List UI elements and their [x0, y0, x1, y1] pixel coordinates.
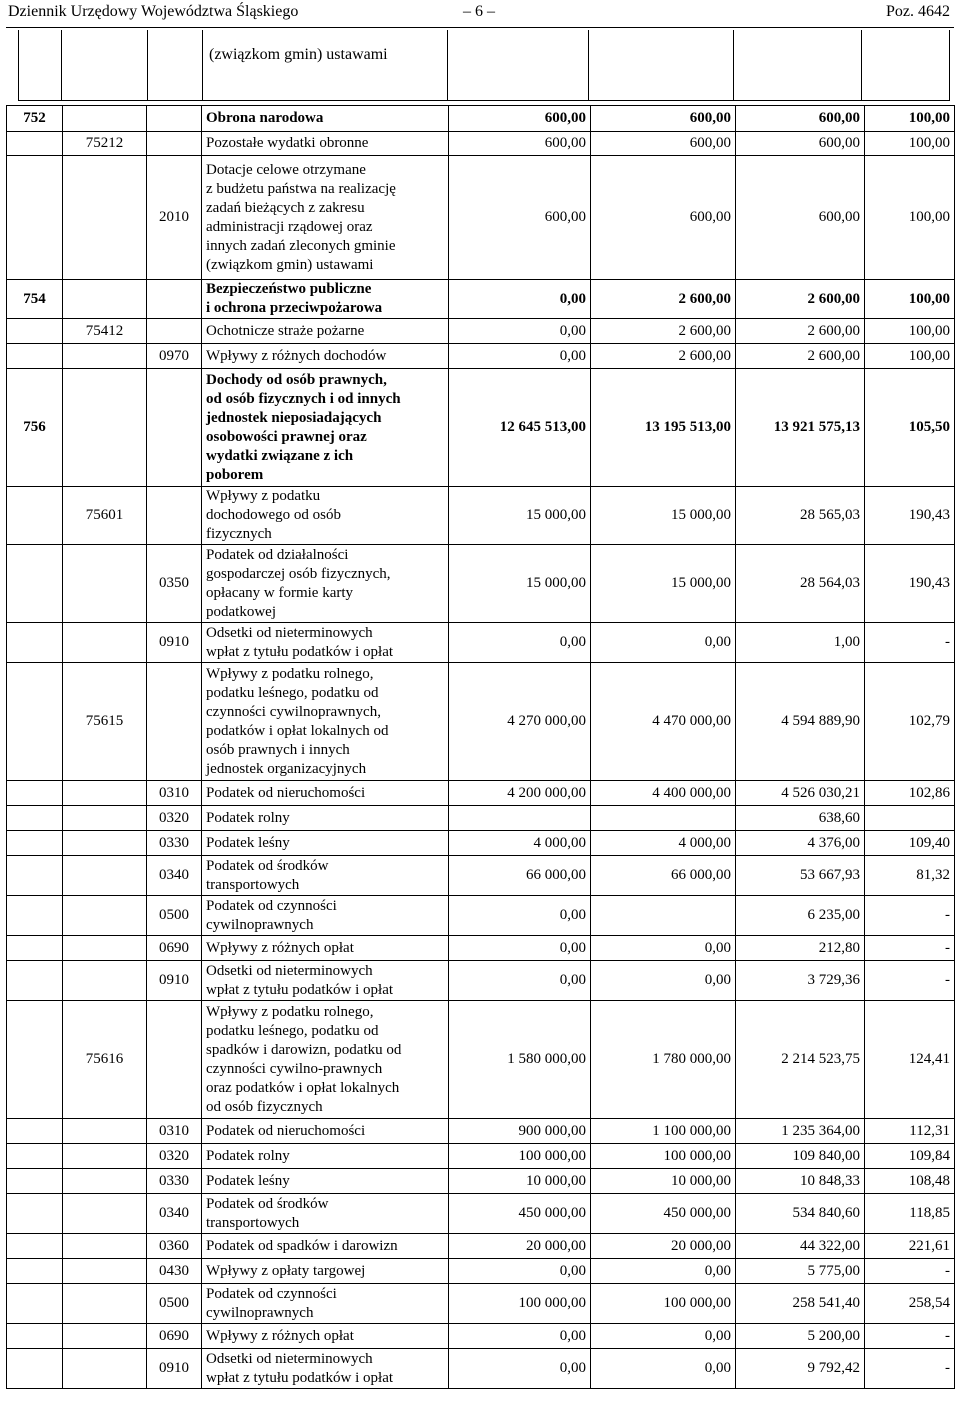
wykonanie-cell: 109 840,00: [736, 1144, 865, 1169]
paragraf-cell: 0500: [147, 1284, 202, 1324]
dzial-cell: [7, 1001, 63, 1119]
opis-cell: Podatek od nieruchomości: [202, 1119, 449, 1144]
paragraf-cell: [147, 1001, 202, 1119]
wykonanie-cell: 53 667,93: [736, 856, 865, 896]
continuation-row: [18, 30, 950, 101]
rozdzial-cell: [63, 1194, 147, 1234]
po-zmianach-cell: 4 470 000,00: [591, 663, 736, 781]
rozdzial-cell: 75212: [63, 132, 147, 156]
opis-cell: Odsetki od nieterminowych wpłat z tytułu podatków i opłat: [202, 623, 449, 663]
opis-cell: Podatek od środków transportowych: [202, 1194, 449, 1234]
wykonanie-cell: 5 775,00: [736, 1259, 865, 1284]
plan-cell: 4 200 000,00: [449, 781, 591, 806]
table-row: [7, 663, 955, 781]
dzial-cell: [7, 1144, 63, 1169]
procent-cell: 100,00: [865, 106, 955, 132]
rozdzial-cell: [63, 1119, 147, 1144]
dzial-cell: [7, 1119, 63, 1144]
wykonanie-cell: 600,00: [736, 106, 865, 132]
procent-cell: 81,32: [865, 856, 955, 896]
paragraf-cell: 0320: [147, 1144, 202, 1169]
opis-cell: Podatek od działalności gospodarczej osób fizycznych, opłacany w formie karty podatkowej: [202, 545, 449, 623]
rozdzial-cell: [63, 856, 147, 896]
dzial-cell: [7, 132, 63, 156]
table-row: [7, 545, 955, 623]
po-zmianach-cell: [591, 806, 736, 831]
rozdzial-cell: [63, 156, 147, 280]
procent-cell: 102,79: [865, 663, 955, 781]
rozdzial-cell: [63, 280, 147, 319]
plan-cell: 0,00: [449, 961, 591, 1001]
plan-cell: 0,00: [449, 896, 591, 936]
table-row: [7, 487, 955, 545]
po-zmianach-cell: 2 600,00: [591, 280, 736, 319]
rozdzial-cell: [63, 369, 147, 487]
paragraf-cell: 0310: [147, 781, 202, 806]
procent-cell: 100,00: [865, 132, 955, 156]
po-zmianach-cell: 10 000,00: [591, 1169, 736, 1194]
paragraf-cell: 0330: [147, 1169, 202, 1194]
po-zmianach-cell: 600,00: [591, 132, 736, 156]
paragraf-cell: [147, 319, 202, 344]
paragraf-cell: [147, 132, 202, 156]
paragraf-cell: [147, 663, 202, 781]
po-zmianach-cell: 15 000,00: [591, 487, 736, 545]
plan-cell: 600,00: [449, 106, 591, 132]
po-zmianach-cell: 4 400 000,00: [591, 781, 736, 806]
dzial-cell: [7, 487, 63, 545]
wykonanie-cell: 600,00: [736, 156, 865, 280]
po-zmianach-cell: 600,00: [591, 106, 736, 132]
wykonanie-cell: 2 600,00: [736, 280, 865, 319]
paragraf-cell: 2010: [147, 156, 202, 280]
procent-cell: 102,86: [865, 781, 955, 806]
dzial-cell: [7, 1259, 63, 1284]
opis-cell: Podatek od środków transportowych: [202, 856, 449, 896]
page-header: [0, 0, 960, 30]
rozdzial-cell: [63, 106, 147, 132]
opis-cell: Podatek od czynności cywilnoprawnych: [202, 1284, 449, 1324]
procent-cell: -: [865, 1349, 955, 1389]
paragraf-cell: 0970: [147, 344, 202, 369]
paragraf-cell: 0690: [147, 1324, 202, 1349]
dzial-cell: [7, 896, 63, 936]
paragraf-cell: 0340: [147, 1194, 202, 1234]
table-row: [7, 856, 955, 896]
table-row: [7, 831, 955, 856]
opis-cell: Podatek leśny: [202, 831, 449, 856]
po-zmianach-cell: 15 000,00: [591, 545, 736, 623]
budget-table: [6, 105, 955, 1389]
dzial-cell: 756: [7, 369, 63, 487]
wykonanie-cell: 10 848,33: [736, 1169, 865, 1194]
rozdzial-cell: [63, 623, 147, 663]
procent-cell: 190,43: [865, 487, 955, 545]
page-number: – 6 –: [463, 3, 495, 20]
procent-cell: 190,43: [865, 545, 955, 623]
rozdzial-cell: 75616: [63, 1001, 147, 1119]
wykonanie-cell: 1,00: [736, 623, 865, 663]
opis-cell: Wpływy z różnych dochodów: [202, 344, 449, 369]
po-zmianach-cell: 600,00: [591, 156, 736, 280]
paragraf-cell: 0350: [147, 545, 202, 623]
rozdzial-cell: [63, 545, 147, 623]
rozdzial-cell: 75412: [63, 319, 147, 344]
procent-cell: -: [865, 1324, 955, 1349]
wykonanie-cell: 28 564,03: [736, 545, 865, 623]
table-row: [7, 344, 955, 369]
wykonanie-cell: 638,60: [736, 806, 865, 831]
paragraf-cell: 0340: [147, 856, 202, 896]
dzial-cell: [7, 806, 63, 831]
procent-cell: 112,31: [865, 1119, 955, 1144]
dzial-cell: [7, 1169, 63, 1194]
procent-cell: 109,84: [865, 1144, 955, 1169]
rozdzial-cell: [63, 781, 147, 806]
wykonanie-cell: 28 565,03: [736, 487, 865, 545]
procent-cell: 100,00: [865, 156, 955, 280]
opis-cell: Wpływy z podatku rolnego, podatku leśnego, podatku od spadków i darowizn, podatku od czynności cywilno-prawnych oraz podatków i opłat lokalnych od osób fizycznych: [202, 1001, 449, 1119]
procent-cell: 100,00: [865, 280, 955, 319]
wykonanie-cell: 600,00: [736, 132, 865, 156]
dzial-cell: [7, 1194, 63, 1234]
paragraf-cell: 0330: [147, 831, 202, 856]
opis-cell: Wpływy z podatku dochodowego od osób fizycznych: [202, 487, 449, 545]
procent-cell: -: [865, 896, 955, 936]
plan-cell: 100 000,00: [449, 1144, 591, 1169]
table-row: [7, 280, 955, 319]
wykonanie-cell: 9 792,42: [736, 1349, 865, 1389]
plan-cell: 600,00: [449, 156, 591, 280]
opis-cell: Pozostałe wydatki obronne: [202, 132, 449, 156]
table-row: [7, 1169, 955, 1194]
procent-cell: 124,41: [865, 1001, 955, 1119]
procent-cell: 221,61: [865, 1234, 955, 1259]
rozdzial-cell: 75615: [63, 663, 147, 781]
journal-title: Dziennik Urzędowy Województwa Śląskiego: [8, 3, 299, 20]
plan-cell: 0,00: [449, 936, 591, 961]
paragraf-cell: 0910: [147, 961, 202, 1001]
opis-cell: Bezpieczeństwo publiczne i ochrona przeciwpożarowa: [202, 280, 449, 319]
header-rule: [6, 27, 954, 28]
procent-cell: -: [865, 623, 955, 663]
wykonanie-cell: 6 235,00: [736, 896, 865, 936]
opis-cell: Wpływy z opłaty targowej: [202, 1259, 449, 1284]
po-zmianach-cell: 0,00: [591, 623, 736, 663]
wykonanie-cell: 13 921 575,13: [736, 369, 865, 487]
rozdzial-cell: [63, 1259, 147, 1284]
plan-cell: [449, 806, 591, 831]
opis-cell: Podatek od nieruchomości: [202, 781, 449, 806]
wykonanie-cell: 2 600,00: [736, 319, 865, 344]
paragraf-cell: [147, 280, 202, 319]
plan-cell: 0,00: [449, 280, 591, 319]
opis-cell: Podatek od czynności cywilnoprawnych: [202, 896, 449, 936]
paragraf-cell: 0500: [147, 896, 202, 936]
po-zmianach-cell: 66 000,00: [591, 856, 736, 896]
po-zmianach-cell: 0,00: [591, 1259, 736, 1284]
opis-cell: Dotacje celowe otrzymane z budżetu państwa na realizację zadań bieżących z zakresu administracji rządowej oraz innych zadań zleconych gminie (związkom gmin) ustawami: [202, 156, 449, 280]
po-zmianach-cell: 0,00: [591, 1349, 736, 1389]
plan-cell: 15 000,00: [449, 545, 591, 623]
plan-cell: 600,00: [449, 132, 591, 156]
dzial-cell: [7, 1284, 63, 1324]
table-row: [7, 896, 955, 936]
table-row: [7, 156, 955, 280]
opis-cell: Podatek leśny: [202, 1169, 449, 1194]
procent-cell: 109,40: [865, 831, 955, 856]
po-zmianach-cell: 1 780 000,00: [591, 1001, 736, 1119]
wykonanie-cell: 5 200,00: [736, 1324, 865, 1349]
table-row: [7, 1144, 955, 1169]
table-row: [7, 106, 955, 132]
dzial-cell: [7, 344, 63, 369]
plan-cell: 66 000,00: [449, 856, 591, 896]
wykonanie-cell: 4 376,00: [736, 831, 865, 856]
dzial-cell: [7, 623, 63, 663]
po-zmianach-cell: 450 000,00: [591, 1194, 736, 1234]
wykonanie-cell: 212,80: [736, 936, 865, 961]
procent-cell: 118,85: [865, 1194, 955, 1234]
dzial-cell: 754: [7, 280, 63, 319]
wykonanie-cell: 2 600,00: [736, 344, 865, 369]
paragraf-cell: [147, 487, 202, 545]
rozdzial-cell: [63, 1144, 147, 1169]
wykonanie-cell: 44 322,00: [736, 1234, 865, 1259]
table-row: [7, 132, 955, 156]
plan-cell: 4 000,00: [449, 831, 591, 856]
po-zmianach-cell: 100 000,00: [591, 1284, 736, 1324]
plan-cell: 15 000,00: [449, 487, 591, 545]
plan-cell: 4 270 000,00: [449, 663, 591, 781]
wykonanie-cell: 534 840,60: [736, 1194, 865, 1234]
opis-cell: Odsetki od nieterminowych wpłat z tytułu podatków i opłat: [202, 961, 449, 1001]
paragraf-cell: 0910: [147, 1349, 202, 1389]
plan-cell: 0,00: [449, 1259, 591, 1284]
paragraf-cell: [147, 369, 202, 487]
rozdzial-cell: [63, 936, 147, 961]
rozdzial-cell: [63, 344, 147, 369]
plan-cell: 20 000,00: [449, 1234, 591, 1259]
procent-cell: [865, 806, 955, 831]
dzial-cell: [7, 1349, 63, 1389]
dzial-cell: [7, 156, 63, 280]
opis-cell: Podatek od spadków i darowizn: [202, 1234, 449, 1259]
dzial-cell: [7, 319, 63, 344]
procent-cell: -: [865, 961, 955, 1001]
table-row: [7, 781, 955, 806]
po-zmianach-cell: 100 000,00: [591, 1144, 736, 1169]
dzial-cell: [7, 545, 63, 623]
po-zmianach-cell: [591, 896, 736, 936]
rozdzial-cell: 75601: [63, 487, 147, 545]
po-zmianach-cell: 13 195 513,00: [591, 369, 736, 487]
plan-cell: 0,00: [449, 344, 591, 369]
paragraf-cell: 0320: [147, 806, 202, 831]
plan-cell: 10 000,00: [449, 1169, 591, 1194]
rozdzial-cell: [63, 1349, 147, 1389]
dzial-cell: 752: [7, 106, 63, 132]
opis-cell: Podatek rolny: [202, 806, 449, 831]
procent-cell: 108,48: [865, 1169, 955, 1194]
table-row: [7, 1259, 955, 1284]
plan-cell: 100 000,00: [449, 1284, 591, 1324]
procent-cell: -: [865, 936, 955, 961]
rozdzial-cell: [63, 806, 147, 831]
procent-cell: -: [865, 1259, 955, 1284]
dzial-cell: [7, 1324, 63, 1349]
table-row: [7, 936, 955, 961]
opis-cell: Podatek rolny: [202, 1144, 449, 1169]
dzial-cell: [7, 663, 63, 781]
plan-cell: 0,00: [449, 1349, 591, 1389]
table-row: [7, 1001, 955, 1119]
po-zmianach-cell: 0,00: [591, 936, 736, 961]
procent-cell: 258,54: [865, 1284, 955, 1324]
table-row: [7, 1194, 955, 1234]
table-row: [7, 623, 955, 663]
position-number: Poz. 4642: [886, 3, 950, 20]
plan-cell: 450 000,00: [449, 1194, 591, 1234]
opis-cell: Ochotnicze straże pożarne: [202, 319, 449, 344]
po-zmianach-cell: 20 000,00: [591, 1234, 736, 1259]
dzial-cell: [7, 856, 63, 896]
dzial-cell: [7, 831, 63, 856]
plan-cell: 1 580 000,00: [449, 1001, 591, 1119]
paragraf-cell: 0910: [147, 623, 202, 663]
po-zmianach-cell: 0,00: [591, 1324, 736, 1349]
plan-cell: 12 645 513,00: [449, 369, 591, 487]
table-row: [7, 1284, 955, 1324]
rozdzial-cell: [63, 961, 147, 1001]
plan-cell: 0,00: [449, 1324, 591, 1349]
plan-cell: 900 000,00: [449, 1119, 591, 1144]
plan-cell: 0,00: [449, 623, 591, 663]
rozdzial-cell: [63, 831, 147, 856]
wykonanie-cell: 3 729,36: [736, 961, 865, 1001]
po-zmianach-cell: 1 100 000,00: [591, 1119, 736, 1144]
dzial-cell: [7, 781, 63, 806]
table-row: [7, 1234, 955, 1259]
paragraf-cell: 0690: [147, 936, 202, 961]
rozdzial-cell: [63, 1169, 147, 1194]
opis-cell: Wpływy z podatku rolnego, podatku leśnego, podatku od czynności cywilnoprawnych, podatków i opłat lokalnych od osób prawnych i innych jednostek organizacyjnych: [202, 663, 449, 781]
opis-cell: Obrona narodowa: [202, 106, 449, 132]
po-zmianach-cell: 2 600,00: [591, 344, 736, 369]
opis-cell: Dochody od osób prawnych, od osób fizycznych i od innych jednostek nieposiadających osobowości prawnej oraz wydatki związane z ich poborem: [202, 369, 449, 487]
table-row: [7, 1349, 955, 1389]
dzial-cell: [7, 936, 63, 961]
paragraf-cell: 0310: [147, 1119, 202, 1144]
procent-cell: 100,00: [865, 344, 955, 369]
opis-cell: Wpływy z różnych opłat: [202, 1324, 449, 1349]
table-row: [7, 1324, 955, 1349]
paragraf-cell: 0360: [147, 1234, 202, 1259]
paragraf-cell: 0430: [147, 1259, 202, 1284]
dzial-cell: [7, 961, 63, 1001]
table-row: [7, 961, 955, 1001]
table-row: [7, 1119, 955, 1144]
rozdzial-cell: [63, 1234, 147, 1259]
wykonanie-cell: 258 541,40: [736, 1284, 865, 1324]
continuation-text: (związkom gmin) ustawami: [209, 46, 388, 63]
rozdzial-cell: [63, 1284, 147, 1324]
po-zmianach-cell: 0,00: [591, 961, 736, 1001]
paragraf-cell: [147, 106, 202, 132]
rozdzial-cell: [63, 896, 147, 936]
wykonanie-cell: 1 235 364,00: [736, 1119, 865, 1144]
table-row: [7, 319, 955, 344]
procent-cell: 105,50: [865, 369, 955, 487]
opis-cell: Wpływy z różnych opłat: [202, 936, 449, 961]
opis-cell: Odsetki od nieterminowych wpłat z tytułu podatków i opłat: [202, 1349, 449, 1389]
rozdzial-cell: [63, 1324, 147, 1349]
po-zmianach-cell: 4 000,00: [591, 831, 736, 856]
table-row: [7, 806, 955, 831]
dzial-cell: [7, 1234, 63, 1259]
po-zmianach-cell: 2 600,00: [591, 319, 736, 344]
wykonanie-cell: 4 594 889,90: [736, 663, 865, 781]
procent-cell: 100,00: [865, 319, 955, 344]
plan-cell: 0,00: [449, 319, 591, 344]
wykonanie-cell: 4 526 030,21: [736, 781, 865, 806]
table-row: [7, 369, 955, 487]
wykonanie-cell: 2 214 523,75: [736, 1001, 865, 1119]
